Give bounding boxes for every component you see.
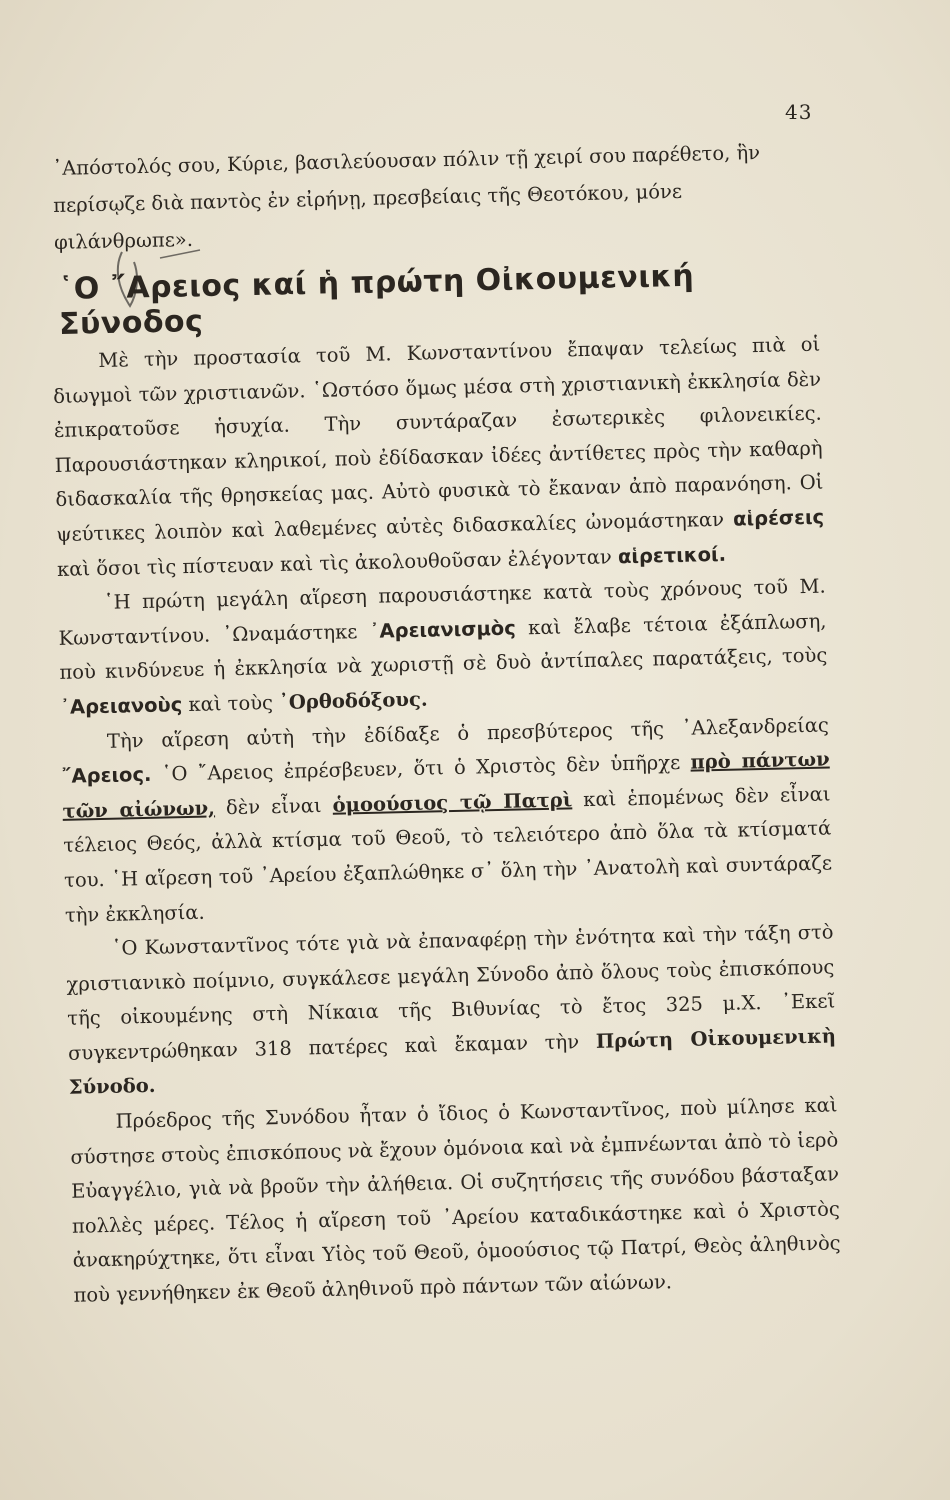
paragraph-text: καὶ τοὺς bbox=[188, 691, 274, 716]
term-heresies: αἱρέσεις bbox=[732, 505, 825, 531]
paragraph-text: Μὲ τὴν προστασία τοῦ Μ. Κωνσταντίνου ἔπαψαν τελείως πιὰ οἱ διωγμοὶ τῶν χριστιανῶν. ῾Ωστόσο ὅμως μέσα στὴ χριστιανικὴ ἐκκλησία δὲν ἐπικρατοῦσε ἡσυχία. Τὴν συντάραζαν ἐσωτερικὲς φιλονεικίες. Παρουσιάστηκαν κληρικοί, ποὺ ἐδίδασκαν ἰδέες ἀντίθετες πρὸς τὴν καθαρὴ διδασκαλία τῆς θρησκείας μας. Αὐτὸ φυσικὰ τὸ ἔκαναν ἀπὸ παρανόηση. Οἱ ψεύτικες λοιπὸν καὶ λαθεμένες αὐτὲς διδασκαλίες ὠνομάστηκαν bbox=[52, 332, 824, 546]
body-text bbox=[52, 328, 842, 1314]
term-first-ecumenical-council: Πρώτη Οἰκουμενικὴ Σύνοδο. bbox=[68, 1024, 837, 1100]
paragraph-text: ῾Η πρώτη μεγάλη αἵρεση παρουσιάστηκε κατὰ τοὺς χρόνους τοῦ Μ. Κωνσταντίνου. ᾿Ωναμάστηκε bbox=[58, 574, 826, 650]
paragraph-arius-teaching bbox=[61, 708, 834, 933]
term-before-all-ages: πρὸ πάντων τῶν αἰώνων, bbox=[62, 747, 830, 823]
term-arius: ῎Αρειος. bbox=[61, 762, 152, 789]
paragraph-council-outcome: Πρόεδρος τῆς Συνόδου ἦταν ὁ ἴδιος ὁ Κωνσταντῖνος, ποὺ μίλησε καὶ σύστησε στοὺς ἐπισκόπους νὰ ἔχουν ὁμόνοια καὶ νὰ ἐμπνέωνται ἀπὸ τὸ ἱερὸ Εὐαγγέλιο, γιὰ νὰ βροῦν τὴν ἀλήθεια. Οἱ συζητήσεις τῆς συνόδου βάσταξαν πολλὲς μέρες. Τέλος ἡ αἵρεση τοῦ ᾿Αρείου καταδικάστηκε καὶ ὁ Χριστὸς ἀνακηρύχτηκε, ὅτι εἶναι Υἱὸς τοῦ Θεοῦ, ὁμοούσιος τῷ Πατρί, Θεὸς ἀληθινὸς ποὺ γεννήθηκεν ἐκ Θεοῦ ἀληθινοῦ πρὸ πάντων τῶν αἰώνων. bbox=[70, 1093, 841, 1307]
paragraph-persecutions-end bbox=[52, 328, 825, 588]
paragraph-first-heresy bbox=[57, 570, 828, 726]
section-heading: ῾Ο ῎Αρειος καί ἡ πρώτη Οἰκουμενική Σύνοδος bbox=[58, 258, 695, 342]
term-consubstantial: ὁμοούσιος τῷ Πατρὶ bbox=[332, 788, 573, 817]
paragraph-text: Τὴν αἵρεση αὐτὴ τὴν ἐδίδαξε ὁ πρεσβύτερος τῆς ᾿Αλεξανδρείας bbox=[106, 713, 830, 753]
paragraph-text: ῾Ο ῎Αρειος ἐπρέσβευεν, ὅτι ὁ Χριστὸς δὲν ὑπῆρχε bbox=[161, 750, 681, 786]
paragraph-council-convened bbox=[65, 916, 837, 1106]
term-orthodox: ᾿Ορθοδόξους. bbox=[278, 687, 428, 714]
term-arianism: ᾿Αρειανισμὸς bbox=[369, 616, 516, 643]
term-heretics: αἱρετικοί. bbox=[617, 542, 727, 568]
paragraph-text: καὶ ὅσοι τὶς πίστευαν καὶ τὶς ἀκολουθοῦσαν ἐλέγονταν bbox=[56, 544, 612, 581]
paragraph-text: καὶ ἑπομένως δὲν εἶναι τέλειος Θεός, ἀλλὰ κτίσμα τοῦ Θεοῦ, τὸ τελειότερο ἀπὸ ὅλα τὰ κτίσματά του. ῾Η αἵρεση τοῦ ᾿Αρείου ἐξαπλώθηκε σ᾿ ὅλη τὴν ᾿Ανατολὴ καὶ συντάραζε τὴν ἐκκλησία. bbox=[63, 782, 833, 927]
paragraph-text: καὶ ἔλαβε τέτοια ἐξάπλωση, ποὺ κινδύνευε ἡ ἐκκλησία νὰ χωριστῇ σὲ δυὸ ἀντίπαλες παρατάξεις, τοὺς bbox=[59, 609, 828, 685]
intro-text: ᾿Απόστολός σου, Κύριε, βασιλεύουσαν πόλιν τῇ χειρί σου παρέθετο, ἣν περίσῳζε διὰ παντὸς ἐν εἰρήνῃ, πρεσβείαις τῆς Θεοτόκου, μόνε φιλάνθρωπε». bbox=[52, 140, 761, 254]
term-arians: ᾿Αρειανοὺς bbox=[59, 693, 183, 719]
page-number: 43 bbox=[785, 100, 813, 124]
paragraph-text: δὲν εἶναι bbox=[225, 793, 322, 819]
paragraph-text: ῾Ο Κωνσταντῖνος τότε γιὰ νὰ ἐπαναφέρῃ τὴν ἑνότητα καὶ τὴν τάξη στὸ χριστιανικὸ ποίμνιο, συγκάλεσε μεγάλη Σύνοδο ἀπὸ ὅλους τοὺς ἐπισκόπους τῆς οἰκουμένης στὴ Νίκαια τῆς Βιθυνίας τὸ ἔτος 325 μ.Χ. ᾿Εκεῖ συγκεντρώθηκαν 318 πατέρες καὶ ἔκαμαν τὴν bbox=[66, 920, 836, 1065]
